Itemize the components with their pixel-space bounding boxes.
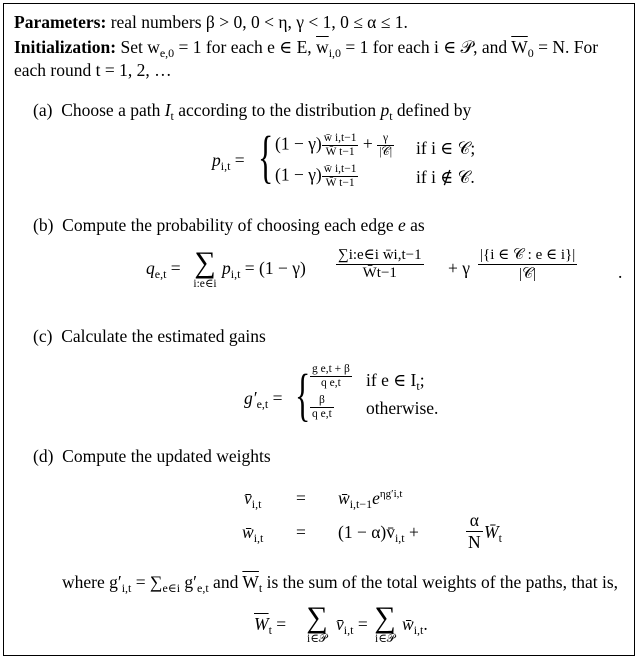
step-b-var: e <box>397 215 406 235</box>
eq-final-t2-sub: i,t <box>413 623 424 637</box>
eq-c-case1-den: q e,t <box>310 376 352 390</box>
eq-b-den: W̄t−1 <box>336 264 424 282</box>
step-b-text-2: as <box>405 215 425 235</box>
eq-c-equals: = <box>268 388 283 408</box>
step-b-text-1: Compute the probability of choosing each edge <box>62 215 398 235</box>
eq-final-end: . <box>423 614 428 634</box>
eq-final-eq1: = <box>271 614 287 634</box>
step-b-label: (b) <box>33 215 54 235</box>
init-sub-1: e,0 <box>159 46 175 60</box>
step-c <box>33 326 266 346</box>
eq-d-line1-lhs <box>244 488 261 512</box>
eq-c-case2-den: q e,t <box>312 408 332 420</box>
eq-d-line2-plus: + <box>404 522 419 542</box>
eq-a-case2-frac <box>322 163 359 190</box>
eq-c-case1-cond <box>366 370 425 394</box>
eq-d-line2-lhs <box>242 522 263 546</box>
eq-b <box>146 258 181 282</box>
step-a-var: I <box>164 100 171 120</box>
eq-a-case1-cond: if i ∈ 𝒞; <box>416 138 476 158</box>
eq-final-lhs <box>254 614 286 638</box>
eq-b-lhs-sub: e,t <box>154 267 167 281</box>
step-d-text: Compute the updated weights <box>62 446 271 466</box>
eq-a-case1-gfrac <box>377 132 394 159</box>
eq-final-sum1-sub: i∈𝒫 <box>307 633 327 645</box>
step-d <box>33 446 271 466</box>
eq-c-case2 <box>310 394 334 421</box>
init-text-1: Set w <box>120 37 160 57</box>
init-text-4: = N. For <box>533 37 599 57</box>
step-a-text-1: Choose a path <box>61 100 165 120</box>
eq-final-sum2 <box>368 603 402 646</box>
eq-a-case1-den: W̄ t−1 <box>322 145 359 159</box>
eq-a-case2-num: w̄ i,t−1 <box>323 163 357 175</box>
eq-d-line2-rhs <box>338 522 419 546</box>
where-text-1: where g′ <box>62 572 122 592</box>
eq-b-frac2-inner <box>478 245 577 283</box>
eq-final-term2 <box>402 614 428 638</box>
eq-c-case1-frac <box>310 363 352 390</box>
eq-d-line1-exp: e <box>372 488 380 508</box>
eq-d-line1-eq: = <box>296 488 306 508</box>
eq-b-plus: + γ <box>448 258 470 278</box>
init-sub-2: i,0 <box>328 46 342 60</box>
eq-d-line2-W <box>484 522 502 546</box>
eq-b-den2: |𝒞| <box>478 264 577 283</box>
eq-a-case1-gden: |𝒞| <box>379 146 393 158</box>
eq-final-sum2-sub: i∈𝒫 <box>375 633 395 645</box>
step-a-text-3: defined by <box>392 100 472 120</box>
eq-b-end: . <box>618 262 623 282</box>
where-text-5: is the sum of the total weights of the paths, that is, <box>262 572 619 592</box>
round-line: each round t = 1, 2, … <box>14 60 172 80</box>
eq-b-frac2 <box>478 245 577 283</box>
eq-final-sigma1: ∑ <box>306 601 328 634</box>
eq-d-line2-frac-inner <box>466 510 483 553</box>
step-a-text-2: according to the distribution <box>173 100 381 120</box>
eq-c-case1-cond-sub: t <box>416 379 420 393</box>
eq-d-line2-lhs-var: w̄ <box>242 522 254 542</box>
eq-b-term-sub: i,t <box>230 267 241 281</box>
where-sub-1: i,t <box>121 581 132 595</box>
eq-b-num: ∑i:e∈i w̄i,t−1 <box>338 247 422 263</box>
eq-a-equals: = <box>230 150 245 170</box>
eq-b-sigma: ∑ <box>194 246 216 279</box>
eq-d-line2-num: α <box>469 510 479 530</box>
eq-a-case-2 <box>275 163 358 190</box>
eq-b-frac1-inner <box>336 245 424 282</box>
eq-c-case1-cond-text: if e ∈ I <box>366 370 417 390</box>
eq-c-case2-cond: otherwise. <box>366 398 439 418</box>
eq-a-case1-plus: + <box>358 133 378 154</box>
where-W: $\overline{W}$ <box>242 572 259 592</box>
eq-b-sum-sub: i:e∈i <box>193 278 217 290</box>
eq-final-eq2: = <box>353 614 368 634</box>
init-sub-3: 0 <box>527 46 534 60</box>
step-a <box>33 100 471 126</box>
eq-a-lhs <box>212 150 245 174</box>
parameters-label: Parameters: <box>14 12 107 32</box>
eq-d-line1-exp-sup: ηg′i,t <box>379 488 403 500</box>
eq-d-line2-W-sub: t <box>498 531 502 545</box>
step-a-dist: p <box>380 100 390 120</box>
where-line <box>62 572 618 598</box>
initialization-label: Initialization: <box>14 37 117 57</box>
eq-final-t1-sub: i,t <box>343 623 354 637</box>
eq-final-t1: v̄ <box>336 614 344 634</box>
eq-d-line1-rhs-var: w̄ <box>338 488 350 508</box>
step-b <box>33 215 425 235</box>
step-c-label: (c) <box>33 326 53 346</box>
where-sub-3: e,t <box>197 581 209 595</box>
eq-b-lhs: q <box>146 258 155 278</box>
where-text-3: g′ <box>180 572 197 592</box>
eq-final-lhs-var: $\overline{W}$ <box>254 614 269 634</box>
eq-final-term1 <box>336 614 368 638</box>
eq-a-lhs-var: p <box>212 150 221 170</box>
eq-d-line2-eq: = <box>296 522 306 542</box>
init-text-2: = 1 for each e ∈ E, <box>174 37 317 57</box>
parameters-text: real numbers β > 0, 0 < η, γ < 1, 0 ≤ α ≤ 1. <box>110 12 408 32</box>
eq-a-brace: { <box>258 124 274 189</box>
eq-a-case1-pre: (1 − γ) <box>275 133 322 154</box>
eq-final-sigma2: ∑ <box>374 601 396 634</box>
eq-d-line2-lhs-sub: i,t <box>253 531 264 545</box>
init-w: $\overline{w}$ <box>316 37 329 57</box>
eq-final-sum1 <box>300 603 334 646</box>
eq-b-rhs <box>222 258 306 282</box>
eq-d-line1-rhs <box>338 488 402 512</box>
eq-c-case2-frac <box>310 394 334 421</box>
eq-a-case1-num: w̄ i,t−1 <box>323 132 357 144</box>
eq-d-line2-den: N <box>468 532 481 552</box>
eq-d-line2-W-var: W̄ <box>484 522 499 542</box>
eq-c-case1 <box>310 363 352 390</box>
step-a-dist-sub: t <box>389 109 393 123</box>
init-text-3: = 1 for each i ∈ 𝒫, and <box>341 37 512 57</box>
where-sub-2: e∈i <box>162 581 181 595</box>
eq-a-lhs-sub: i,t <box>220 159 231 173</box>
where-text-2: = ∑ <box>131 572 163 592</box>
eq-c-lhs-sub: e,t <box>256 397 269 411</box>
eq-d-line1-lhs-var: v̄ <box>244 488 252 508</box>
eq-c-brace: { <box>295 362 311 427</box>
eq-final-lhs-sub: t <box>268 623 272 637</box>
eq-d-line2-rhs-text: (1 − α)v̄ <box>338 522 395 542</box>
eq-d-line2-frac <box>466 510 483 553</box>
eq-b-term: p <box>222 258 231 278</box>
eq-a-case-1 <box>275 132 394 159</box>
eq-c-lhs-var: g′ <box>244 388 257 408</box>
eq-d-line2-rhs-sub: i,t <box>394 531 405 545</box>
eq-final-t2: w̄ <box>402 614 414 634</box>
eq-a-case2-pre: (1 − γ) <box>275 164 322 185</box>
eq-b-frac1 <box>336 245 424 282</box>
eq-c-lhs <box>244 388 283 412</box>
eq-d-line1-lhs-sub: i,t <box>251 497 262 511</box>
step-c-text: Calculate the estimated gains <box>61 326 266 346</box>
where-sub-4: t <box>258 581 263 595</box>
step-d-label: (d) <box>33 446 54 466</box>
step-a-var-sub: t <box>170 109 174 123</box>
eq-c-case2-num: β <box>318 394 325 406</box>
eq-a-case1-gnum: γ <box>383 132 389 144</box>
eq-c-case1-num: g e,t + β <box>312 363 350 375</box>
eq-b-sum <box>186 248 224 291</box>
where-text-4: and <box>208 572 243 592</box>
eq-b-num2: |{i ∈ 𝒞 : e ∈ i}| <box>480 247 576 263</box>
eq-b-eq1: = <box>166 258 181 278</box>
parameters-line <box>14 12 408 32</box>
eq-d-line1-rhs-sub: i,t−1 <box>349 497 373 511</box>
step-a-label: (a) <box>33 100 53 120</box>
eq-a-case2-cond: if i ∉ 𝒞. <box>416 167 475 187</box>
eq-a-case1-frac <box>322 132 359 159</box>
init-W: $\overline{W}$ <box>511 37 528 57</box>
eq-c-case1-end: ; <box>419 370 425 390</box>
eq-a-case2-den: W̄ t−1 <box>322 176 359 190</box>
eq-b-eq2: = (1 − γ) <box>240 258 306 278</box>
